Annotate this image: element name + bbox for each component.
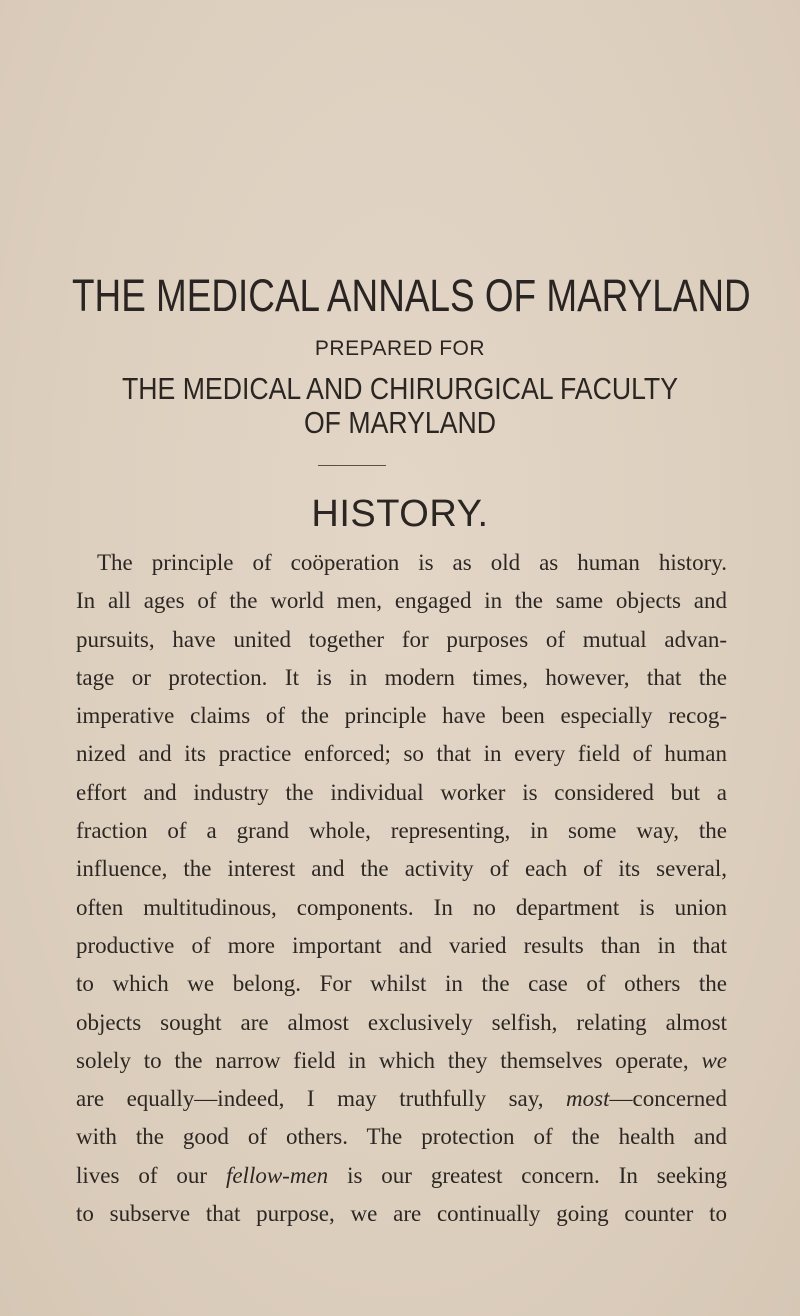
body-line-text: lives of our [76,1162,208,1188]
body-line: The principle of coöperation is as old as human history. [97,550,727,575]
faculty-block [56,372,744,440]
faculty-line-2: OF MARYLAND [303,405,497,440]
italic-word: we [701,1047,727,1073]
body-line: fraction of a grand whole, representing, in some way, the [76,818,727,844]
body-line: productive of more important and varied results than in that [76,932,727,958]
italic-word: most [566,1086,610,1112]
body-line: often multitudinous, components. In no department is union [76,894,727,920]
body-line-with-italic [76,1042,727,1080]
body-line: influence, the interest and the activity of each of its several, [76,856,727,882]
italic-word: fellow-men [225,1162,329,1188]
page-title: THE MEDICAL ANNALS OF MARYLAND [72,270,751,321]
body-line-with-italic [76,1080,727,1118]
divider-rule [318,465,386,466]
body-line: tage or protection. It is in modern times, however, that the [76,664,727,690]
body-line-text: are equally—indeed, I may truthfully say, [76,1086,544,1112]
body-line: to subserve that purpose, we are continually going counter to [76,1201,727,1227]
prepared-for-line: PREPARED FOR [314,337,486,360]
body-line: effort and industry the individual worker is considered but a [76,779,727,805]
body-line-with-italic [76,1157,727,1195]
body-line-text: —concerned [609,1086,727,1112]
body-line: imperative claims of the principle have been especially recog- [76,703,727,729]
faculty-line-1: THE MEDICAL AND CHIRURGICAL FACULTY [121,371,678,406]
section-heading: HISTORY. [311,493,489,535]
body-paragraph [76,544,727,1233]
body-line: objects sought are almost exclusively selfish, relating almost [76,1009,727,1035]
body-line: nized and its practice enforced; so that in every field of human [76,741,727,767]
body-line: In all ages of the world men, engaged in the same objects and [76,588,727,614]
body-line-text: solely to the narrow field in which they themselves operate, [76,1047,689,1073]
body-line: to which we belong. For whilst in the case of others the [76,971,727,997]
body-line: with the good of others. The protection of the health and [76,1124,727,1150]
body-line-text: is our greatest concern. In seeking [347,1162,727,1188]
body-line: pursuits, have united together for purposes of mutual advan- [76,626,727,652]
